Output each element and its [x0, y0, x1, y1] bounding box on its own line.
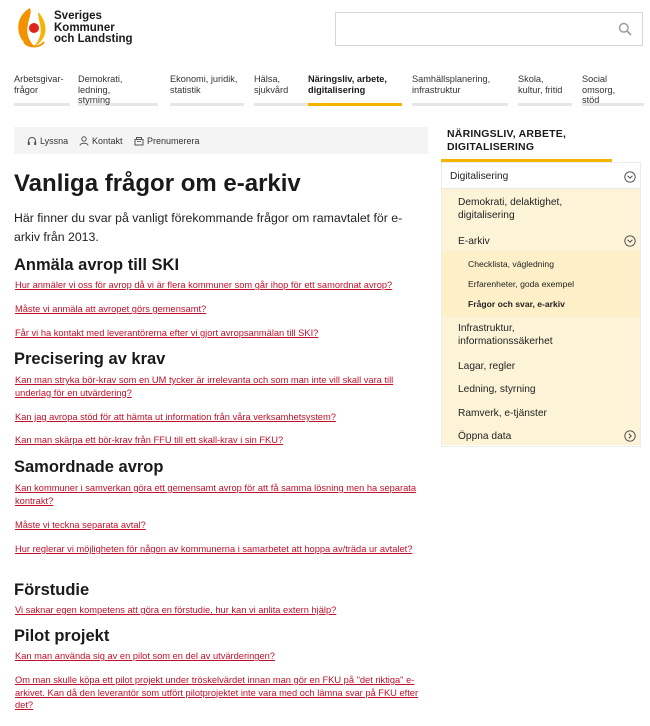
sidebar-item-ramverk[interactable]: [442, 407, 642, 422]
search-input[interactable]: [336, 13, 606, 45]
faq-link[interactable]: Måste vi anmäla att avropet görs gemensamt?: [15, 304, 207, 314]
headphones-icon: [27, 136, 37, 146]
person-icon: [79, 136, 89, 146]
nav-label-line1: Demokrati, ledning,: [78, 74, 123, 95]
sidebar-item-ledning[interactable]: [442, 383, 642, 398]
sidebar-item-lagar[interactable]: [442, 360, 642, 375]
sidebar-item-demokrati[interactable]: [442, 196, 642, 224]
page-title: Vanliga frågor om e-arkiv: [14, 170, 301, 197]
nav-label-line2: stöd: [582, 95, 600, 105]
sidebar-item-e-arkiv[interactable]: [442, 235, 642, 250]
site-header: [0, 0, 650, 66]
section-heading: Pilot projekt: [14, 627, 110, 645]
faq-link[interactable]: Om man skulle köpa ett pilot projekt under tröskelvärdet innan man gör en FKU på "det riktiga" e-arkivet. Kan då den leverantör som utfört pilotprojektet inte vara med och lämna svar på FKU efter det?: [15, 675, 419, 710]
nav-label-line1: Hälsa,: [254, 74, 281, 84]
sidebar-item-label: E-arkiv: [458, 236, 490, 247]
sidebar-item-oppna-data[interactable]: [442, 430, 642, 445]
sidebar-item-fragor-och-svar[interactable]: [442, 298, 642, 310]
sidebar-item-checklista[interactable]: [442, 258, 642, 270]
faq-link[interactable]: Hur anmäler vi oss för avrop då vi är flera kommuner som går ihop för ett samordnat avrop?: [15, 280, 393, 290]
nav-label-line2: statistik: [170, 84, 201, 95]
chevron-down-circle-icon[interactable]: [624, 235, 636, 247]
logo-line-2: Kommuner: [54, 21, 115, 34]
faq-link[interactable]: Får vi ha kontakt med leverantörerna efter vi gjort avropsanmälan till SKI?: [15, 328, 319, 338]
page-toolbar: [14, 127, 428, 154]
nav-label-line2: styrning: [78, 95, 111, 105]
faq-link[interactable]: Kan man använda sig av en pilot som en del av utvärderingen?: [15, 651, 275, 661]
sidebar-item-infrastruktur[interactable]: [442, 322, 642, 350]
sidebar-item-label: Frågor och svar, e-arkiv: [468, 299, 565, 309]
logo-line-3: och Landsting: [54, 33, 133, 45]
logo-line-1: Sveriges: [54, 10, 102, 22]
faq-link[interactable]: Hur reglerar vi möjligheten för någon av kommunerna i samarbetet att hoppa av/träda ur avtalet?: [15, 544, 413, 554]
chevron-down-circle-icon[interactable]: [624, 171, 636, 183]
nav-label-line1: Samhällsplanering,: [412, 74, 491, 84]
nav-label-line2: digitalisering: [308, 84, 366, 95]
section-heading: Förstudie: [14, 581, 90, 599]
logo-text: [54, 11, 133, 46]
chevron-right-circle-icon[interactable]: [624, 430, 636, 442]
sidebar-item-label: Digitalisering: [450, 171, 509, 182]
faq-link[interactable]: Kan man stryka bör-krav som en UM tycker är irrelevanta och som man inte vill skall vara till underlag för en utvärdering?: [15, 375, 394, 398]
nav-label-line1: Social omsorg,: [582, 74, 616, 95]
faq-link[interactable]: Kan man skärpa ett bör-krav från FFU till ett skall-krav i sin FKU?: [15, 435, 284, 445]
faq-link[interactable]: Vi saknar egen kompetens att göra en förstudie, hur kan vi anlita extern hjälp?: [15, 605, 337, 615]
nav-social-omsorg[interactable]: [582, 74, 644, 106]
sidebar-item-digitalisering[interactable]: [442, 170, 642, 185]
nav-label-line1: Ekonomi, juridik,: [170, 74, 238, 84]
search-icon[interactable]: [618, 22, 632, 36]
faq-link[interactable]: Måste vi teckna separata avtal?: [15, 520, 146, 530]
nav-naringsliv[interactable]: [308, 74, 402, 106]
sidebar-item-label: Checklista, vägledning: [468, 259, 554, 269]
faq-link[interactable]: Kan kommuner i samverkan göra ett gemensamt avrop för att få samma lösning men ha separata kontrakt?: [15, 483, 416, 506]
nav-label-line1: Arbetsgivar-: [14, 74, 64, 84]
sidebar-divider: [442, 188, 640, 189]
nav-label-line2: sjukvård: [254, 84, 289, 95]
search-box: [335, 12, 643, 46]
sidebar-heading: NÄRINGSLIV, ARBETE, DIGITALISERING: [441, 127, 612, 162]
sidebar-item-label: Lagar, regler: [458, 361, 516, 372]
nav-arbetsgivarfragor[interactable]: [14, 74, 70, 106]
nav-label-line2: infrastruktur: [412, 84, 461, 95]
nav-label-line1: Skola,: [518, 74, 544, 84]
sidebar-item-label: Infrastruktur, informationssäkerhet: [458, 323, 553, 347]
nav-skola[interactable]: [518, 74, 572, 106]
listen-button[interactable]: [27, 135, 83, 147]
sidebar-item-erfarenheter[interactable]: [442, 278, 642, 290]
nav-halsa[interactable]: [254, 74, 310, 106]
faq-link[interactable]: Kan jag avropa stöd för att hämta ut information från våra verksamhetsystem?: [15, 412, 336, 422]
sidebar-item-label: Erfarenheter, goda exempel: [468, 279, 575, 289]
sidebar-menu: [441, 162, 641, 447]
nav-ekonomi[interactable]: [170, 74, 244, 106]
logo-flame-icon: [14, 6, 54, 52]
nav-label-line1: Näringsliv, arbete,: [308, 74, 387, 84]
site-logo[interactable]: [14, 6, 134, 54]
section-heading: Precisering av krav: [14, 350, 166, 368]
main-navigation: [14, 74, 644, 106]
nav-label-line2: kultur, fritid: [518, 84, 563, 95]
listen-label: Lyssna: [40, 136, 69, 146]
contact-label: Kontakt: [92, 136, 123, 146]
nav-label-line2: frågor: [14, 84, 39, 95]
page-intro: Här finner du svar på vanligt förekommande frågor om ramavtalet för e-arkiv från 2013.: [14, 211, 403, 244]
sidebar-item-label: Öppna data: [458, 431, 512, 442]
nav-demokrati[interactable]: [78, 74, 158, 106]
contact-button[interactable]: [79, 135, 135, 147]
subscribe-icon: [134, 136, 144, 146]
sidebar-item-label: Demokrati, delaktighet, digitalisering: [458, 197, 563, 221]
nav-samhallsplanering[interactable]: [412, 74, 508, 106]
subscribe-label: Prenumerera: [147, 136, 200, 146]
subscribe-button[interactable]: [134, 135, 214, 147]
section-heading: Anmäla avrop till SKI: [14, 256, 180, 274]
sidebar-item-label: Ledning, styrning: [458, 384, 536, 395]
sidebar-item-label: Ramverk, e-tjänster: [458, 408, 547, 419]
section-heading: Samordnade avrop: [14, 458, 164, 476]
